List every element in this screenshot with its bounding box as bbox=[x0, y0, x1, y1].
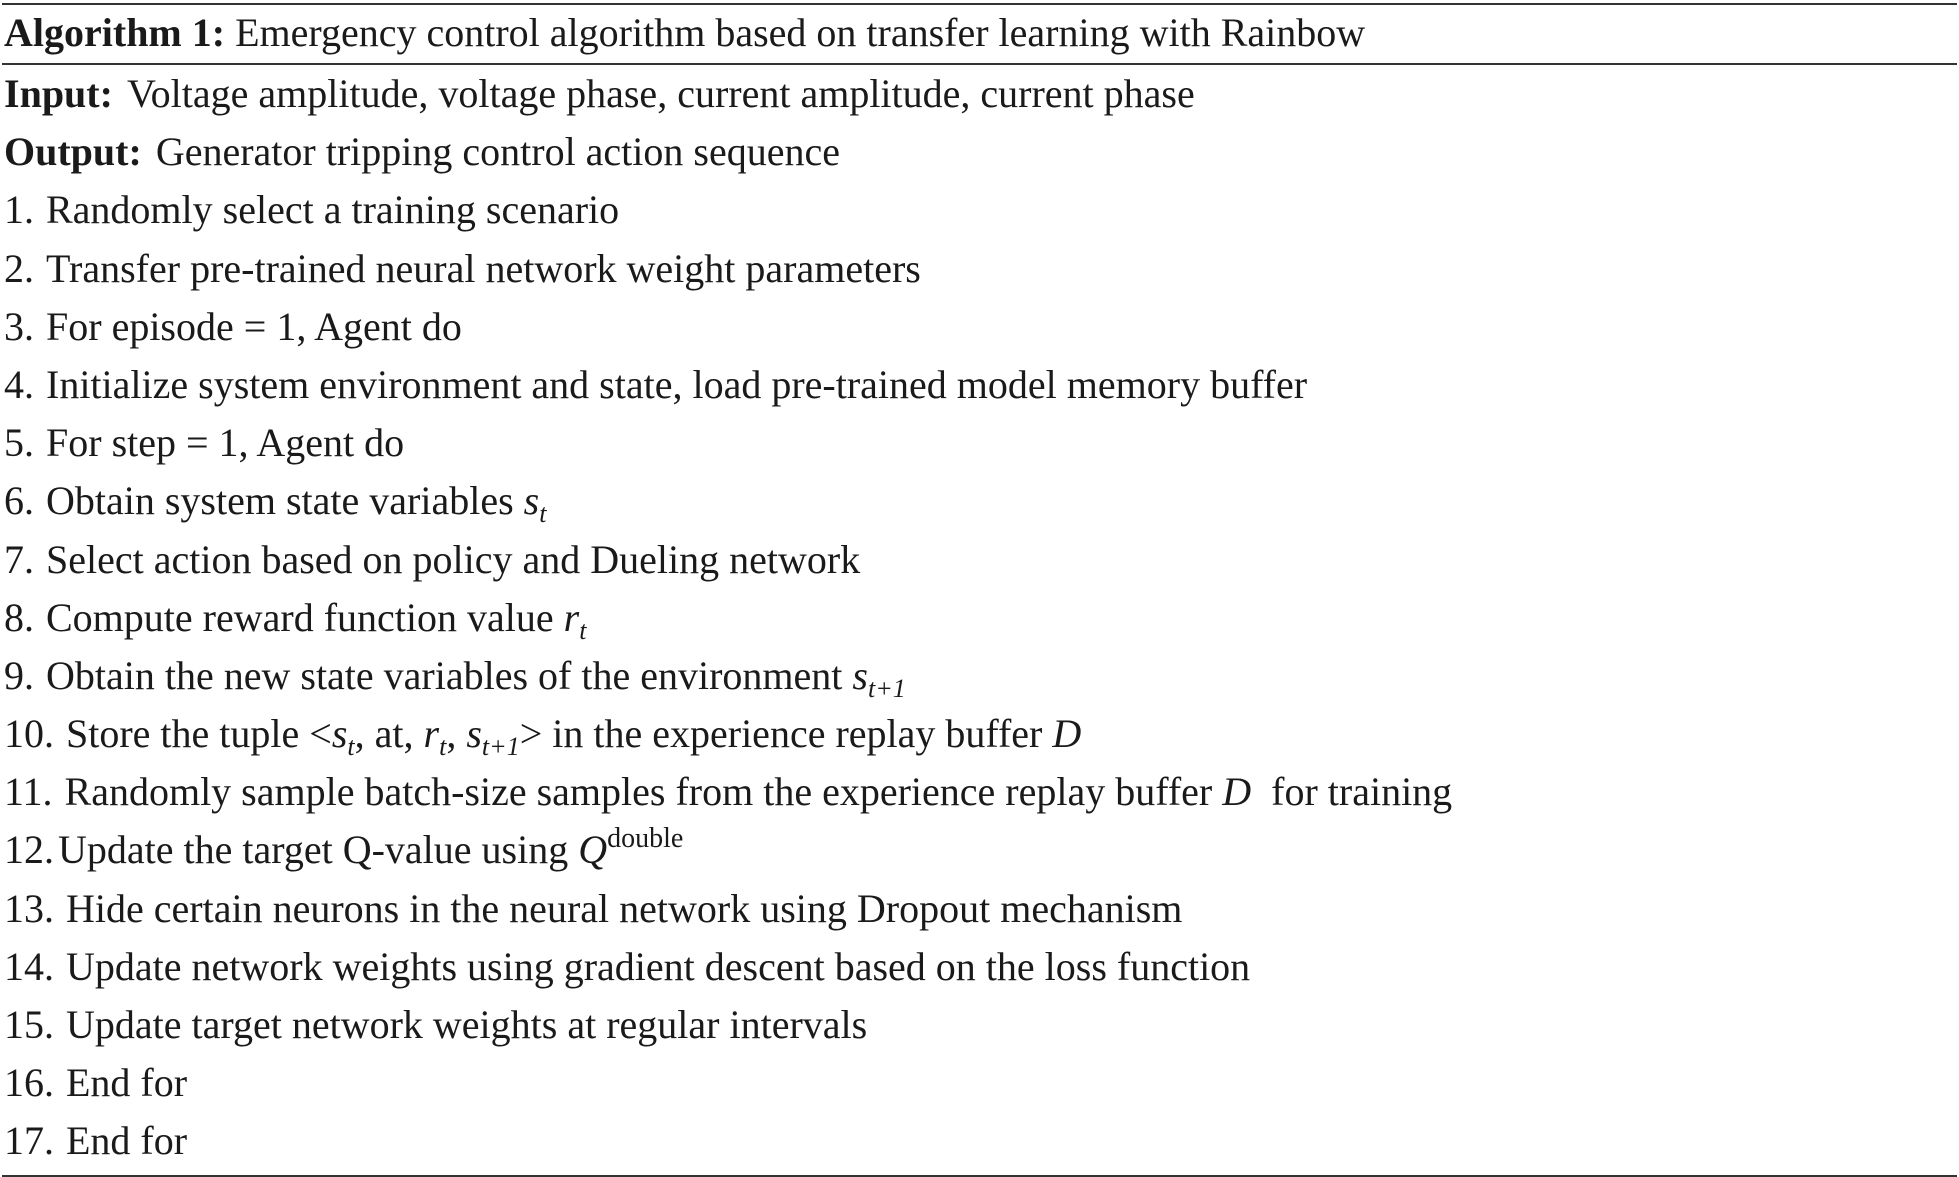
step-text: Transfer pre-trained neural network weight parameters bbox=[46, 245, 921, 291]
step-16 bbox=[2, 1054, 1957, 1112]
math-subscript: t+1 bbox=[481, 732, 520, 762]
step-12 bbox=[2, 821, 1957, 879]
step-number: 5. bbox=[4, 420, 34, 466]
math-superscript: double bbox=[607, 823, 684, 855]
step-14 bbox=[2, 938, 1957, 996]
output-line bbox=[2, 123, 1957, 181]
step-6 bbox=[2, 472, 1957, 530]
math-var: s bbox=[331, 711, 348, 757]
step-text: Initialize system environment and state, load pre-trained model memory buffer bbox=[46, 361, 1308, 407]
math-var: s bbox=[852, 652, 868, 698]
step-text: , bbox=[446, 711, 467, 757]
step-number: 8. bbox=[4, 594, 34, 640]
algorithm-title: Emergency control algorithm based on transfer learning with Rainbow bbox=[235, 10, 1366, 55]
step-15 bbox=[2, 996, 1957, 1054]
step-text: > in the experience replay buffer bbox=[519, 711, 1053, 757]
step-number: 9. bbox=[4, 652, 34, 698]
step-text: Randomly select a training scenario bbox=[46, 187, 620, 233]
step-11 bbox=[2, 763, 1957, 821]
step-number: 13. bbox=[4, 885, 54, 931]
step-2 bbox=[2, 240, 1957, 298]
step-number: 14. bbox=[4, 943, 54, 989]
step-text: Compute reward function value bbox=[46, 594, 554, 640]
step-text: Update the target Q-value using bbox=[58, 827, 569, 873]
algorithm-label: Algorithm 1: bbox=[4, 10, 226, 55]
step-text: End for bbox=[66, 1060, 188, 1106]
step-number: 17. bbox=[4, 1118, 54, 1164]
step-text: Randomly sample batch-size samples from the experience replay buffer bbox=[64, 769, 1213, 815]
math-subscript: t+1 bbox=[867, 673, 906, 703]
step-4 bbox=[2, 356, 1957, 414]
step-17 bbox=[2, 1112, 1957, 1170]
step-number: 7. bbox=[4, 536, 34, 582]
step-text: End for bbox=[66, 1118, 188, 1164]
step-text: for training bbox=[1271, 769, 1453, 815]
math-var: Q bbox=[578, 827, 608, 873]
step-1 bbox=[2, 181, 1957, 239]
math-var: r bbox=[563, 594, 580, 640]
math-var: s bbox=[523, 478, 540, 524]
step-number: 4. bbox=[4, 361, 34, 407]
step-text: For step = 1, Agent do bbox=[46, 420, 405, 466]
math-var: D bbox=[1052, 711, 1082, 757]
step-text: Hide certain neurons in the neural network using Dropout mechanism bbox=[66, 885, 1183, 931]
math-subscript: t bbox=[439, 732, 447, 762]
step-number: 10. bbox=[4, 711, 54, 757]
math-var: r bbox=[423, 711, 440, 757]
step-text: Select action based on policy and Dueling network bbox=[46, 536, 861, 582]
bottom-rule bbox=[2, 1175, 1957, 1177]
step-text: Obtain system state variables bbox=[46, 478, 514, 524]
math-subscript: t bbox=[347, 732, 355, 762]
step-number: 15. bbox=[4, 1002, 54, 1047]
step-text: Obtain the new state variables of the environment bbox=[46, 652, 843, 698]
step-text: Update network weights using gradient descent based on the loss function bbox=[66, 943, 1251, 989]
step-text: For episode = 1, Agent do bbox=[46, 303, 462, 349]
step-text: , at, bbox=[354, 711, 424, 757]
step-number: 16. bbox=[4, 1060, 54, 1106]
math-var: D bbox=[1222, 769, 1252, 815]
step-text: Store the tuple < bbox=[66, 711, 332, 757]
step-number: 3. bbox=[4, 303, 34, 349]
step-13 bbox=[2, 880, 1957, 938]
step-number: 2. bbox=[4, 245, 34, 291]
step-number: 12. bbox=[4, 827, 54, 873]
math-subscript: t bbox=[579, 615, 587, 645]
step-number: 6. bbox=[4, 478, 34, 524]
algorithm-header bbox=[2, 5, 1957, 61]
input-line bbox=[2, 65, 1957, 123]
input-label: Input: bbox=[4, 71, 113, 116]
math-subscript: t bbox=[539, 499, 547, 529]
step-text: Update target network weights at regular intervals bbox=[66, 1002, 868, 1047]
input-text: Voltage amplitude, voltage phase, current amplitude, current phase bbox=[126, 71, 1195, 116]
step-number: 11. bbox=[4, 769, 53, 815]
step-9 bbox=[2, 647, 1957, 705]
step-8 bbox=[2, 589, 1957, 647]
algorithm-block bbox=[2, 0, 1957, 1177]
math-var: s bbox=[466, 711, 482, 757]
output-text: Generator tripping control action sequence bbox=[155, 129, 840, 175]
step-3 bbox=[2, 298, 1957, 356]
step-10 bbox=[2, 705, 1957, 763]
step-7 bbox=[2, 531, 1957, 589]
output-label: Output: bbox=[4, 129, 142, 175]
step-5 bbox=[2, 414, 1957, 472]
step-number: 1. bbox=[4, 187, 34, 233]
